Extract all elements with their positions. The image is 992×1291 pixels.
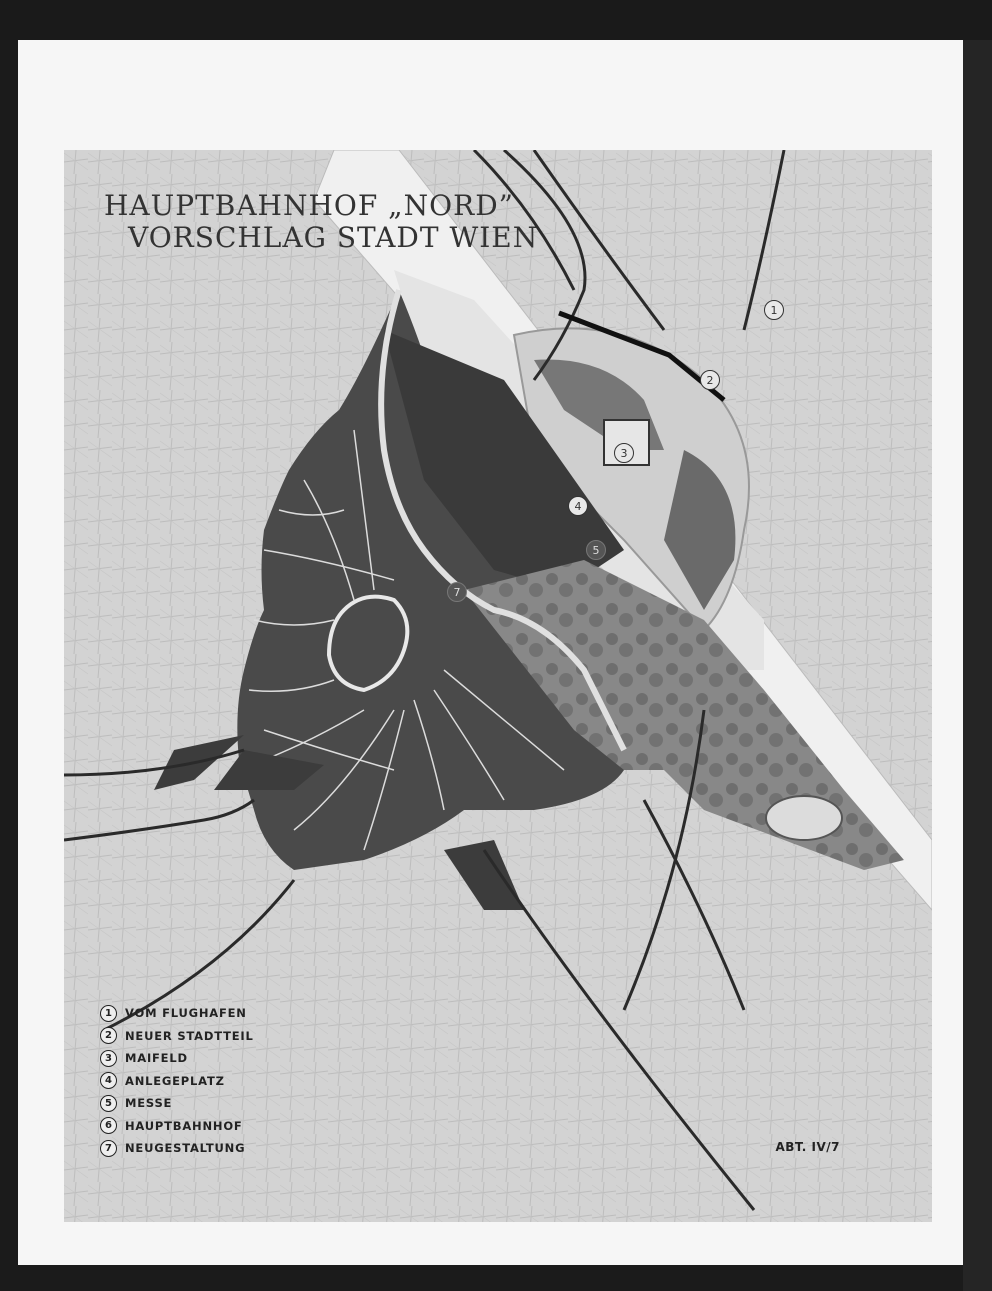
- title-line-2: VORSCHLAG STADT WIEN: [128, 221, 539, 255]
- legend-label: MESSE: [125, 1096, 173, 1111]
- map-marker-2: 2: [700, 370, 720, 390]
- map-marker-4: 4: [568, 496, 588, 516]
- map-title: [104, 190, 574, 254]
- legend-item: [100, 1047, 340, 1070]
- map-marker-7: 7: [447, 582, 467, 602]
- legend-label: HAUPTBAHNHOF: [125, 1118, 243, 1133]
- title-line-1: HAUPTBAHNHOF „NORD”: [104, 189, 514, 222]
- legend-number: 2: [100, 1027, 117, 1044]
- legend-label: ANLEGEPLATZ: [125, 1073, 225, 1088]
- legend-item: [100, 1137, 340, 1160]
- legend-label: NEUER STADTTEIL: [125, 1028, 254, 1043]
- legend-item: [100, 1002, 340, 1025]
- legend-item: [100, 1115, 340, 1138]
- map-canvas: [64, 150, 932, 1222]
- map-marker-1: 1: [764, 300, 784, 320]
- map-marker-5: 5: [586, 540, 606, 560]
- legend-number: 5: [100, 1095, 117, 1112]
- legend-number: 3: [100, 1050, 117, 1067]
- legend-item: [100, 1070, 340, 1093]
- map-sheet: [18, 40, 963, 1265]
- legend-number: 7: [100, 1140, 117, 1157]
- legend-number: 1: [100, 1005, 117, 1022]
- legend-number: 4: [100, 1072, 117, 1089]
- legend-item: [100, 1092, 340, 1115]
- map-marker-3: 3: [614, 443, 634, 463]
- sheet-reference-label: ABT. IV/7: [775, 1140, 840, 1154]
- legend-label: VOM FLUGHAFEN: [125, 1006, 247, 1021]
- legend-label: NEUGESTALTUNG: [125, 1141, 246, 1156]
- film-edge-right: [963, 40, 992, 1291]
- map-legend: [100, 1002, 340, 1160]
- legend-number: 6: [100, 1117, 117, 1134]
- legend-item: [100, 1025, 340, 1048]
- film-edge-top: [0, 0, 992, 40]
- legend-label: MAIFELD: [125, 1051, 188, 1066]
- stadium-oval: [766, 796, 842, 840]
